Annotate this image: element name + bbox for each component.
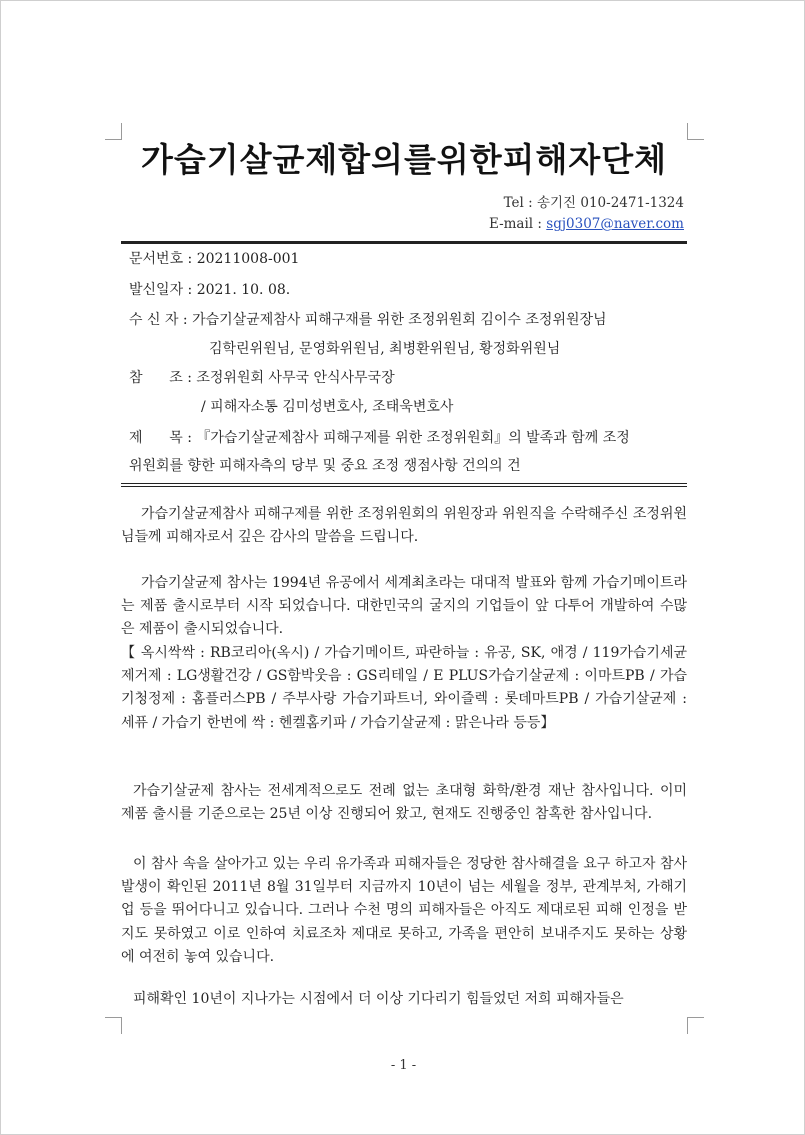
cc-line-2: / 피해자소통 김미성변호사, 조태욱변호사 bbox=[201, 399, 454, 415]
paragraph-5: 이 참사 속을 살아가고 있는 우리 유가족과 피해자들은 정당한 참사해결을 요구 하고자 참사 발생이 확인된 2011년 8월 31일부터 지금까지 10년이 넘는 세월을 정부, 관계부처, 가해기업 등을 뛰어다니고 있습니다. 그러나 수천 명의 피해자들은 아직도 제대로된 피해 인정을 받지도 못하였고 이로 인하여 치료조차 제대로 못하고, 가족을 편안히 보내주지도 못하는 상황에 여전히 놓여 있습니다. bbox=[121, 856, 687, 965]
margin-corner-top-right bbox=[687, 123, 704, 140]
page-number: - 1 - bbox=[390, 1058, 417, 1073]
send-date: 발신일자 : 2021. 10. 08. bbox=[129, 282, 291, 298]
tel-value: 송기진 010-2471-1324 bbox=[536, 195, 684, 211]
paragraph-6: 피해확인 10년이 지나가는 시점에서 더 이상 기다리기 힘들었던 저희 피해자들은 bbox=[133, 991, 624, 1007]
paragraph-1: 가습기살균제참사 피해구제를 위한 조정위원회의 위원장과 위원직을 수락해주신 조정위원님들께 피해자로서 깊은 감사의 말씀을 드립니다. bbox=[121, 506, 687, 546]
doc-number: 문서번호 : 20211008-001 bbox=[129, 251, 300, 267]
margin-corner-top-left bbox=[105, 123, 122, 140]
cc-line-1: 참 조 : 조정위원회 사무국 안식사무국장 bbox=[129, 370, 395, 386]
paragraph-4: 가습기살균제 참사는 전세계적으로도 전례 없는 초대형 화학/환경 재난 참사입니다. 이미 제품 출시를 기준으로는 25년 이상 진행되어 왔고, 현재도 진행중인 참혹한 참사입니다. bbox=[121, 783, 687, 823]
header-rule-bottom-2 bbox=[121, 486, 687, 487]
paragraph-2: 가습기살균제 참사는 1994년 유공에서 세계최초라는 대대적 발표와 함께 가습기메이트라는 제품 출시로부터 시작 되었습니다. 대한민국의 굴지의 기업들이 앞 다투어 개발하여 수많은 제품이 출시되었습니다. bbox=[121, 575, 687, 638]
margin-corner-bottom-left bbox=[105, 1017, 122, 1034]
header-rule-top bbox=[121, 241, 687, 244]
recipient-line-1: 수 신 자 : 가습기살균제참사 피해구재를 위한 조정위원회 김이수 조정위원장님 bbox=[129, 312, 607, 328]
margin-corner-bottom-right bbox=[687, 1017, 704, 1034]
contact-tel-line bbox=[489, 193, 684, 214]
paragraph-3-product-list: 【 옥시싹싹 : RB코리아(옥시) / 가습기메이트, 파란하늘 : 유공, SK, 애경 / 119가습기세균제거제 : LG생활건강 / GS함박웃음 : GS리테일 / E PLUS가습기살균제 : 이마트PB / 가습기청정제 : 홈플러스PB / 주부사랑 가습기파트너, 와이즐렉 : 롯데마트PB / 가습기살균제 : 세퓨 / 가습기 한번에 싹 : 헨켈홈키파 / 가습기살균제 : 맑은나라 등등】 bbox=[121, 645, 687, 731]
contact-block bbox=[489, 193, 684, 235]
contact-email-line bbox=[489, 214, 684, 235]
email-label: E-mail : bbox=[488, 216, 542, 232]
email-link[interactable]: sgj0307@naver.com bbox=[546, 216, 684, 232]
subject-line-1: 제 목 : 『가습기살균제참사 피해구제를 위한 조정위원회』의 발족과 함께 조정 bbox=[129, 430, 630, 446]
subject-line-2: 위원회를 향한 피해자측의 당부 및 중요 조정 쟁점사항 건의의 건 bbox=[129, 458, 521, 474]
header-rule-bottom-1 bbox=[121, 483, 687, 484]
document-title: 가습기살균제합의를위한피해자단체 bbox=[140, 140, 668, 179]
recipient-line-2: 김학린위원님, 문영화위원님, 최병환위원님, 황정화위원님 bbox=[209, 341, 561, 357]
tel-label: Tel : bbox=[503, 195, 533, 211]
